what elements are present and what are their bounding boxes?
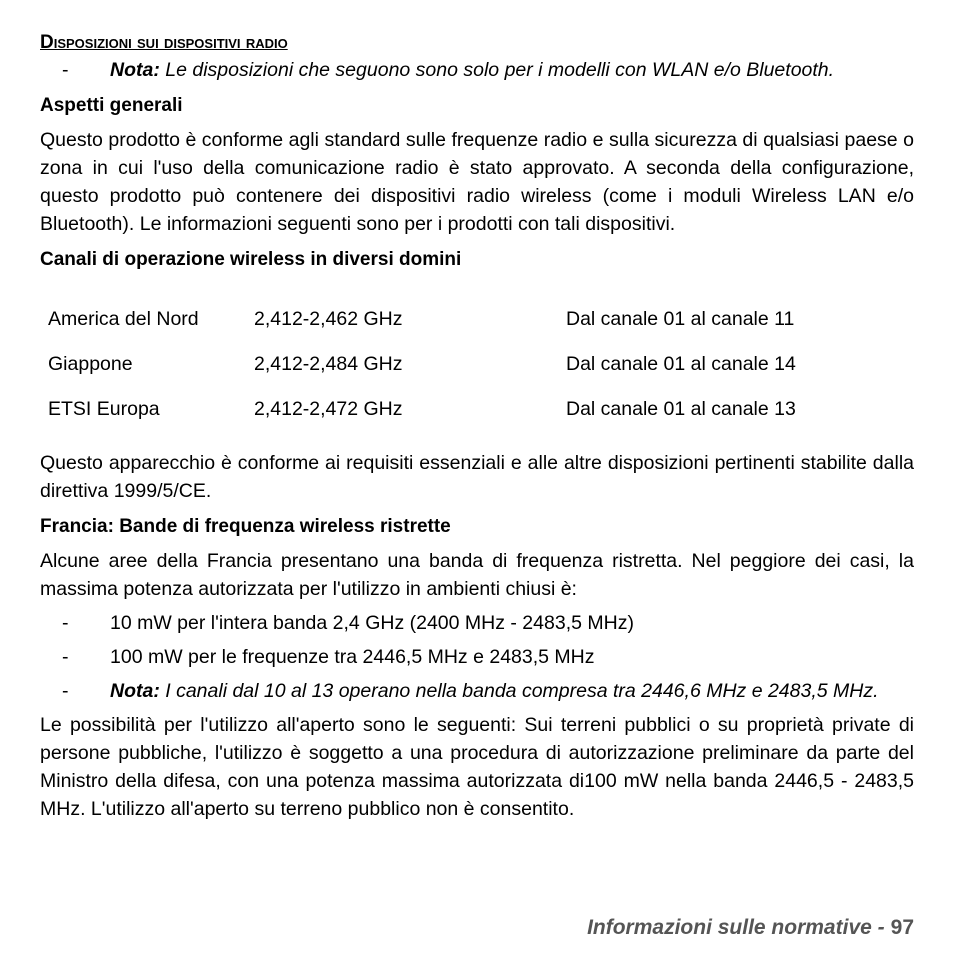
channels-heading: Canali di operazione wireless in diversi domini (40, 249, 462, 270)
list-item (40, 609, 914, 637)
table-row (40, 296, 914, 341)
frequency-range-cell: 2,412-2,484 GHz (254, 352, 403, 375)
footer-title: Informazioni sulle normative - (587, 916, 885, 939)
note-wlan (40, 56, 914, 84)
note-wlan-text (86, 56, 914, 84)
document-page (40, 30, 914, 829)
section-title: Disposizioni sui dispositivi radio (40, 32, 288, 53)
channel-range-cell: Dal canale 01 al canale 14 (566, 352, 796, 375)
channel-range-cell: Dal canale 01 al canale 13 (566, 397, 796, 420)
bullet-dash: - (62, 646, 69, 668)
outdoor-paragraph: Le possibilità per l'utilizzo all'aperto sono le seguenti: Sui terreni pubblici o su proprietà private di persone pubbliche, l'utilizzo è soggetto a una procedura di autorizzazione preliminare da parte del Ministro della difesa, con una potenza massima autorizzata di100 mW nella banda 2446,5 - 2483,5 MHz. L'utilizzo all'aperto su terreno pubblico non è consentito. (40, 714, 914, 820)
note-channels (40, 677, 914, 705)
table-row (40, 341, 914, 386)
note-body: Le disposizioni che seguono sono solo per i modelli con WLAN e/o Bluetooth. (159, 59, 835, 81)
conformity-paragraph: Questo apparecchio è conforme ai requisiti essenziali e alle altre disposizioni pertinenti stabilite dalla direttiva 1999/5/CE. (40, 452, 914, 502)
note-body: I canali dal 10 al 13 operano nella banda compresa tra 2446,6 MHz e 2483,5 MHz. (159, 680, 879, 702)
page-footer (587, 914, 914, 942)
bullet-dash: - (62, 680, 69, 702)
general-heading: Aspetti generali (40, 95, 183, 116)
note-channels-text (86, 677, 914, 705)
channel-range-cell: Dal canale 01 al canale 11 (566, 307, 795, 330)
frequency-range-cell: 2,412-2,472 GHz (254, 397, 403, 420)
list-item (40, 643, 914, 671)
bullet-dash: - (62, 612, 69, 634)
note-label: Nota: (110, 59, 160, 81)
france-heading: Francia: Bande di frequenza wireless ristrette (40, 516, 451, 537)
france-paragraph: Alcune aree della Francia presentano una banda di frequenza ristretta. Nel peggiore dei casi, la massima potenza autorizzata per l'utilizzo in ambienti chiusi è: (40, 550, 914, 600)
general-paragraph: Questo prodotto è conforme agli standard sulle frequenze radio e sulla sicurezza di qualsiasi paese o zona in cui l'uso della comunicazione radio è stato approvato. A seconda della configurazione, questo prodotto può contenere dei dispositivi radio wireless (come i moduli Wireless LAN e/o Bluetooth). Le informazioni seguenti sono per i prodotti con tali dispositivi. (40, 129, 914, 235)
region-cell: America del Nord (48, 307, 199, 330)
region-cell: Giappone (48, 352, 133, 375)
region-cell: ETSI Europa (48, 397, 160, 420)
bullet-dash: - (62, 59, 69, 81)
bullet-text: 10 mW per l'intera banda 2,4 GHz (2400 MHz - 2483,5 MHz) (110, 612, 634, 634)
frequency-range-cell: 2,412-2,462 GHz (254, 307, 403, 330)
channels-table (40, 296, 914, 431)
page-number: 97 (890, 916, 914, 939)
bullet-text: 100 mW per le frequenze tra 2446,5 MHz e 2483,5 MHz (110, 646, 595, 668)
note-label: Nota: (110, 680, 160, 702)
table-row (40, 386, 914, 431)
